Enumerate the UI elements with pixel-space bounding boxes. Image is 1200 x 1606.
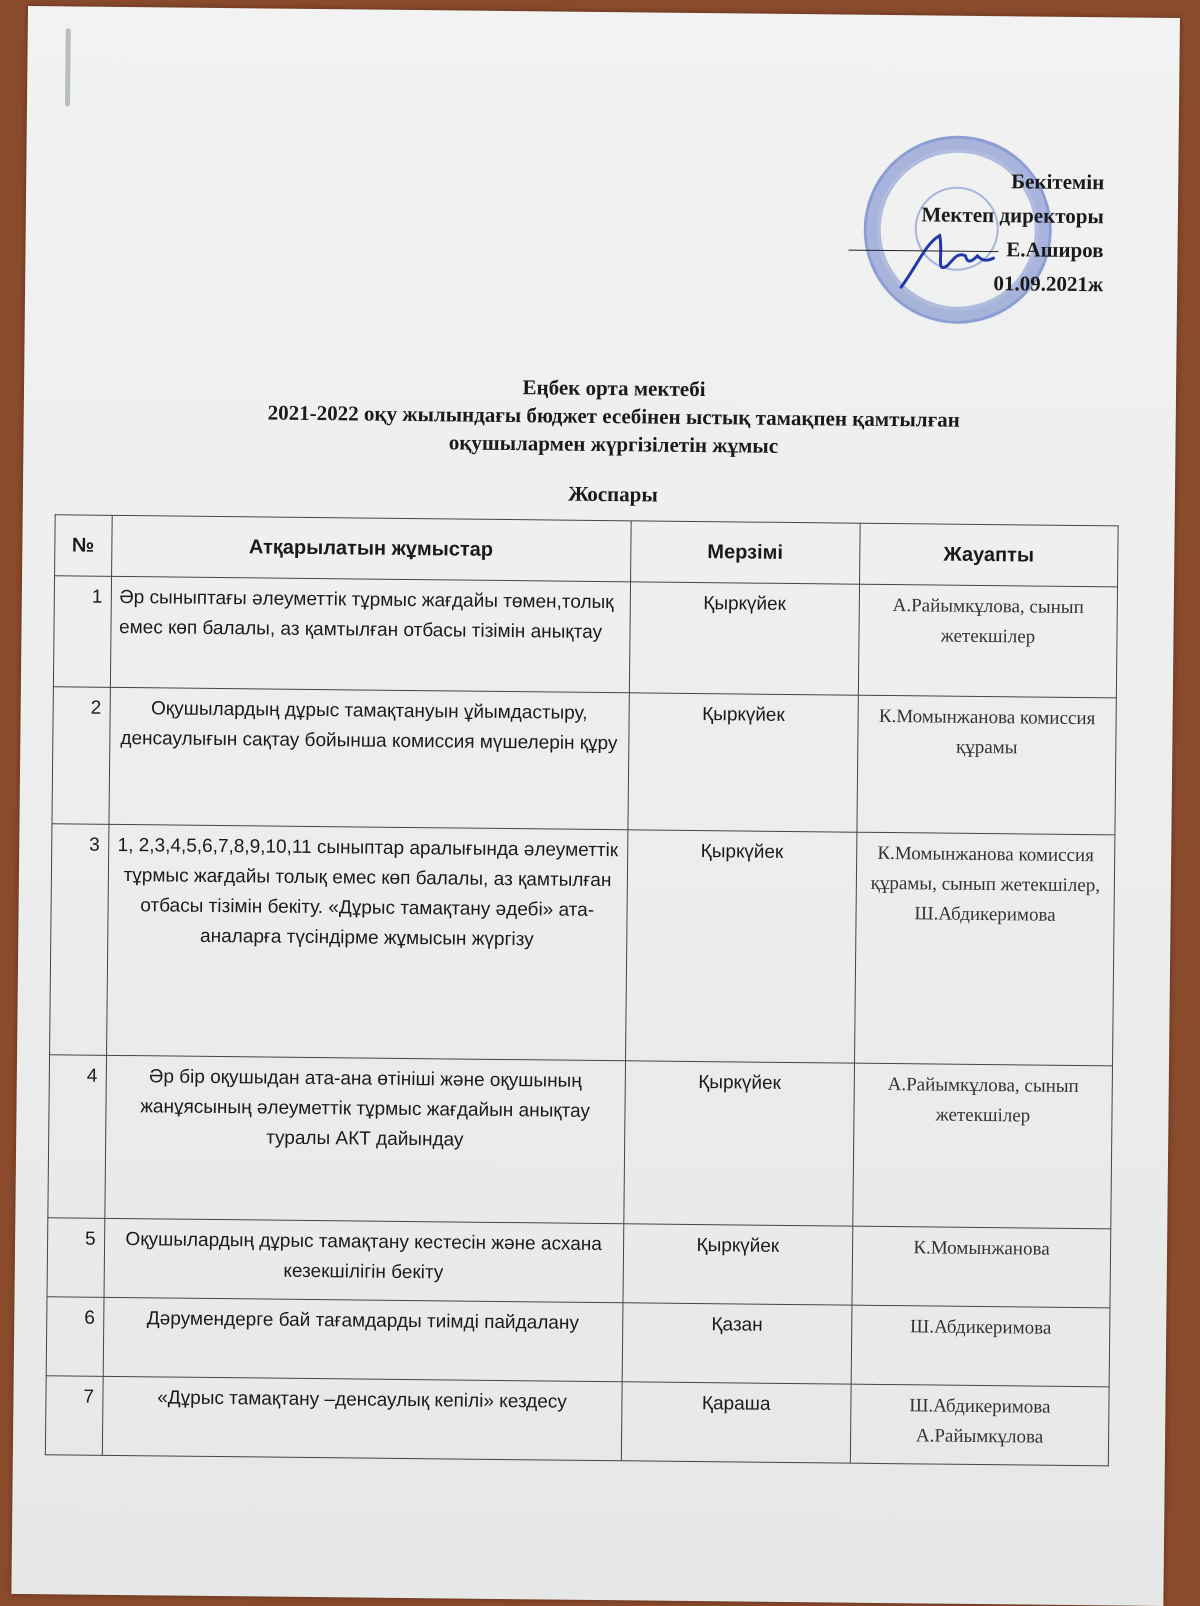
row-date: Қыркүйек xyxy=(625,830,857,1063)
row-number: 4 xyxy=(48,1055,106,1219)
row-responsible: К.Момынжанова xyxy=(852,1226,1111,1308)
table-row xyxy=(52,687,1116,835)
document-heading xyxy=(113,369,1114,513)
plan-title: Жоспары xyxy=(567,481,658,507)
row-responsible: Ш.Абдикеримова xyxy=(851,1305,1110,1387)
row-number: 2 xyxy=(52,687,110,825)
header-date: Мерзімі xyxy=(630,521,860,584)
approval-block xyxy=(848,163,1105,302)
heading-line-2: 2021-2022 оқу жылындағы бюджет есебінен ыстық тамақпен қамтылған xyxy=(267,400,960,432)
row-work: Әр сыныптағы әлеуметтік тұрмыс жағдайы төмен,толық емес көп балалы, аз қамтылған отбасы тізімін анықтау xyxy=(110,576,630,692)
row-date: Қыркүйек xyxy=(628,693,859,832)
header-responsible: Жауапты xyxy=(859,523,1118,587)
row-work: «Дұрыс тамақтану –денсаулық кепілі» кездесу xyxy=(102,1376,622,1460)
row-number: 6 xyxy=(46,1297,103,1377)
staple-mark xyxy=(65,28,71,106)
row-responsible: А.Райымкұлова, сынып жетекшілер xyxy=(853,1063,1113,1229)
table-row xyxy=(53,576,1117,698)
row-date: Қыркүйек xyxy=(629,582,859,695)
row-date: Қыркүйек xyxy=(623,1061,854,1226)
school-name: Еңбек орта мектебі xyxy=(522,375,706,402)
row-responsible: Ш.Абдикеримова А.Райымкұлова xyxy=(850,1384,1109,1466)
table-row xyxy=(47,1218,1111,1308)
row-work: Оқушылардың дұрыс тамақтану кестесін және асхана кезекшілігін бекіту xyxy=(104,1218,624,1302)
row-responsible: К.Момынжанова комиссия құрамы, сынып жетекшілер, Ш.Абдикеримова xyxy=(854,832,1114,1066)
row-date: Қыркүйек xyxy=(623,1224,853,1305)
header-number: № xyxy=(55,515,112,577)
heading-line-3: оқушылармен жүргізілетін жұмыс xyxy=(448,430,779,458)
signature-line xyxy=(848,249,998,252)
plan-table xyxy=(45,514,1119,1466)
header-work: Атқарылатын жұмыстар xyxy=(111,515,631,581)
table-header-row xyxy=(55,515,1119,587)
row-date: Қазан xyxy=(622,1303,852,1384)
row-number: 7 xyxy=(45,1376,102,1456)
row-number: 3 xyxy=(50,824,109,1056)
table-row xyxy=(45,1376,1109,1466)
approval-date: 01.09.2021ж xyxy=(993,271,1104,297)
row-date: Қараша xyxy=(621,1382,851,1463)
row-work: 1, 2,3,4,5,6,7,8,9,10,11 сыныптар аралығында әлеуметтік тұрмыс жағдайы толық емес көп балалы, аз қамтылған отбасы тізімін бекіту. «Дұрыс тамақтану әдебі» ата-аналарға түсіндірме жұмысын жүргізу xyxy=(106,824,628,1060)
approval-name: Е.Аширов xyxy=(1006,237,1104,263)
table-row xyxy=(50,824,1115,1066)
approval-title: Бекітемін xyxy=(1011,169,1105,195)
row-work: Оқушылардың дұрыс тамақтануын ұйымдастыру, денсаулығын сақтау бойынша комиссия мүшелерін құру xyxy=(108,687,629,829)
document-page xyxy=(11,6,1180,1606)
approval-signer xyxy=(848,231,1104,268)
row-number: 1 xyxy=(53,576,111,688)
row-responsible: К.Момынжанова комиссия құрамы xyxy=(857,695,1116,835)
row-number: 5 xyxy=(47,1218,104,1298)
approval-position: Мектеп директоры xyxy=(921,202,1105,229)
table-row xyxy=(48,1055,1113,1229)
row-work: Дәрумендерге бай тағамдарды тиімді пайдалану xyxy=(103,1297,623,1381)
row-responsible: А.Райымкұлова, сынып жетекшілер xyxy=(858,584,1117,698)
row-work: Әр бір оқушыдан ата-ана өтініші және оқушының жанұясының әлеуметтік тұрмыс жағдайын анықтау туралы АКТ дайындау xyxy=(104,1055,625,1223)
table-row xyxy=(46,1297,1110,1387)
